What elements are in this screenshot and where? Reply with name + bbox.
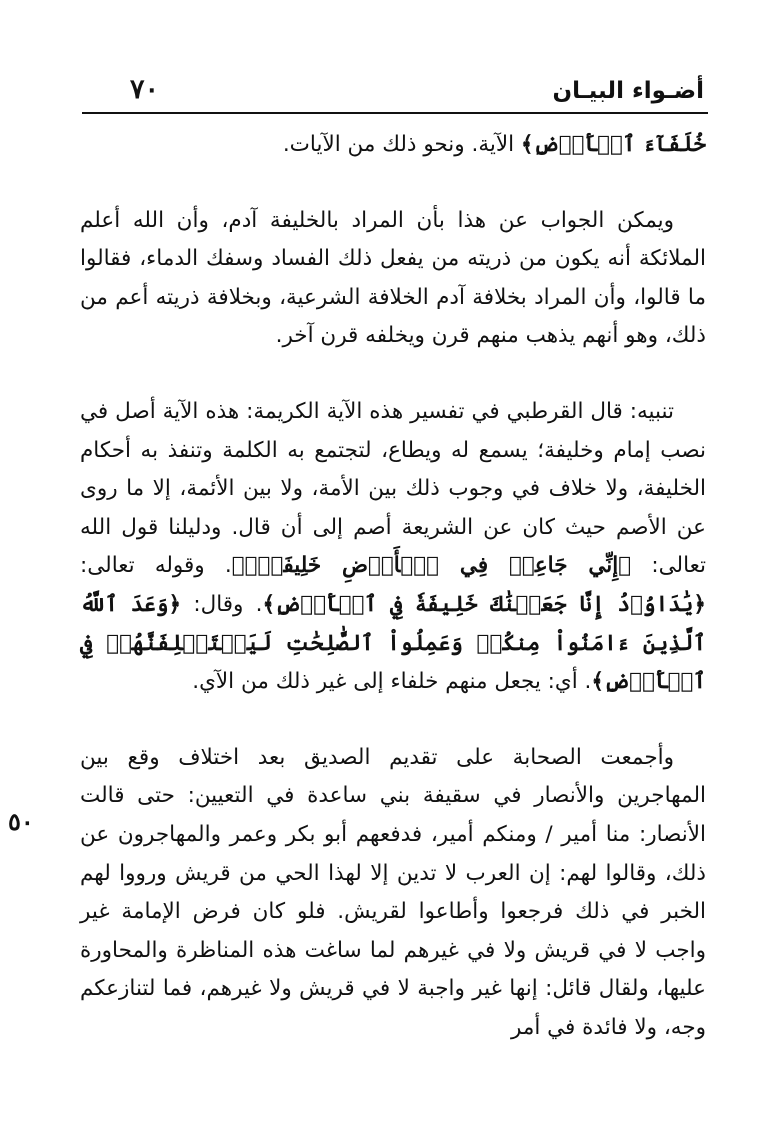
paragraph-text: . وقال: [181, 591, 263, 617]
page-number: ٧٠ [130, 74, 160, 105]
paragraph-text: . أي: يجعل منهم خلفاء إلى غير ذلك من الآي. [192, 669, 592, 695]
quran-verse: خُلَفَآءَ ٱلۡأَرۡضِ﴾ [520, 132, 706, 157]
page-body [80, 126, 706, 1047]
margin-page-reference: ٥٠ [8, 807, 34, 836]
quran-verse: ﴿يَٰدَاوُۥدُ إِنَّا جَعَلۡنَٰكَ خَلِيفَةٗ فِي ٱلۡأَرۡضِ﴾ [262, 591, 707, 617]
paragraph-text: تنبيه: قال القرطبي في تفسير هذه الآية الكريمة: هذه الآية أصل في نصب إمام وخليفة؛ يسمع له ويطاع، لتجتمع به الكلمة وتنفذ به أحكام الخليفة، ولا خلاف في وجوب ذلك بين الأمة، ولا بين الأئمة، إلا ما روى عن الأصم حيث كان عن الشريعة أصم إلى أن قال. ودليلنا قول الله تعالى: [80, 398, 706, 579]
paragraph-2 [80, 202, 706, 356]
paragraph-text: ويمكن الجواب عن هذا بأن المراد بالخليفة آدم، وأن الله أعلم الملائكة أنه يكون من ذريته من يفعل ذلك الفساد وسفك الدماء، فقالوا ما قالوا، وأن المراد بخلافة آدم الخلافة الشرعية، وبخلافة ذريته أعم من ذلك، وهو أنهم يذهب منهم قرن ويخلفه قرن آخر. [80, 207, 706, 349]
paragraph-1 [80, 126, 706, 165]
paragraph-3 [80, 393, 706, 702]
book-title: أضـواء البيـان [552, 78, 704, 104]
paragraph-4 [80, 739, 706, 1048]
paragraph-text: . وقوله تعالى: [80, 553, 232, 579]
paragraph-text: الآية. ونحو ذلك من الآيات. [282, 132, 521, 157]
page-header [82, 66, 708, 110]
paragraph-text: وأجمعت الصحابة على تقديم الصديق بعد اختلاف وقع بين المهاجرين والأنصار في سقيفة بني ساعدة في التعيين: حتى قالت الأنصار: منا أمير / ومنكم أمير، فدفعهم أبو بكر وعمر والمهاجرون عن ذلك، وقالوا لهم: إن العرب لا تدين إلا لهذا الحي من قريش ورووا لهم الخبر في ذلك فرجعوا وأطاعوا لقريش. فلو كان فرض الإمامة غير واجب لا في قريش ولا في غيرهم لما ساغت هذه المناظرة والمحاورة عليها، ولقال قائل: إنها غير واجبة لا في قريش ولا غيرهم، فما لتنازعكم وجه، ولا فائدة في أمر [80, 744, 706, 1040]
quran-verse: ﴿إِنِّي جَاعِلٞ فِي ٱلۡأَرۡضِ خَلِيفَةٗۖ﴾ [231, 553, 632, 579]
quran-verse: ﴿وَعَدَ ٱللَّهُ ٱلَّذِينَ ءَامَنُواْ مِنكُمۡ وَعَمِلُواْ ٱلصَّٰلِحَٰتِ لَيَسۡتَخۡلِفَنَّهُمۡ فِي ٱلۡأَرۡضِ﴾ [80, 591, 706, 695]
header-divider [82, 112, 708, 114]
